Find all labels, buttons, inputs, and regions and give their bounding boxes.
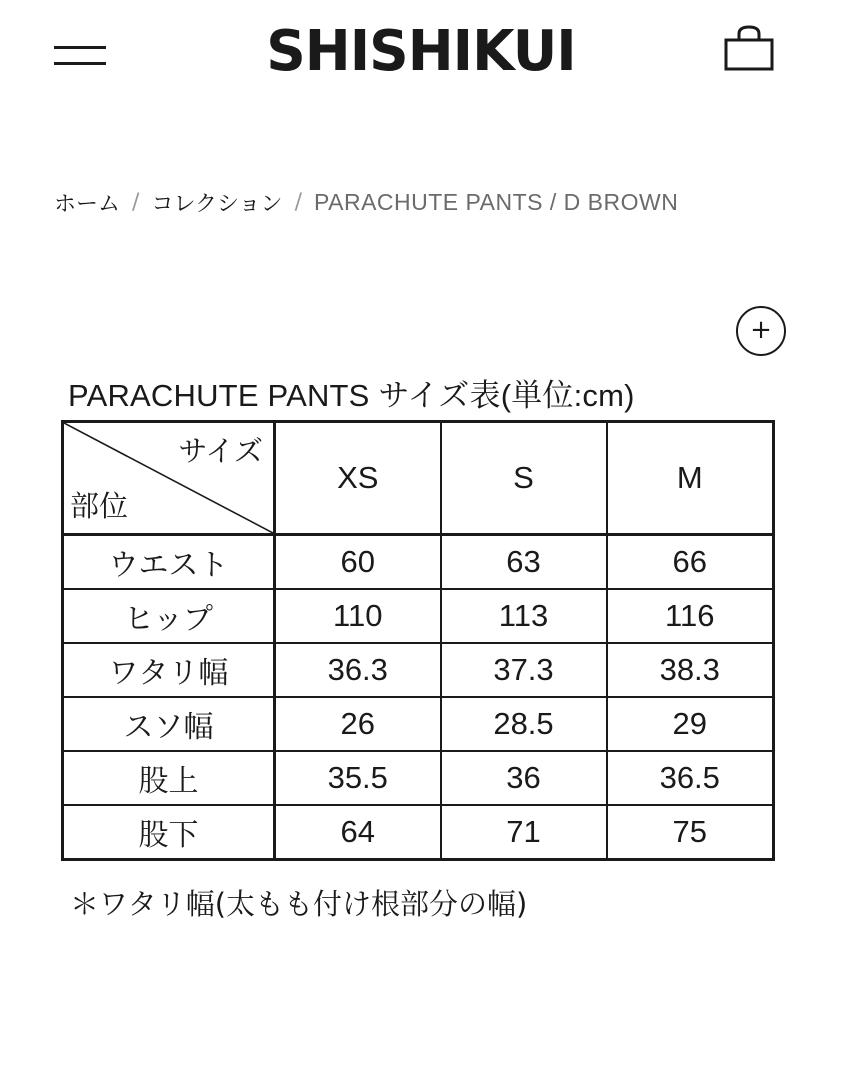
table-cell: 36 (441, 751, 607, 805)
table-cell: 60 (275, 535, 441, 590)
table-cell: 66 (607, 535, 774, 590)
brand-logo[interactable]: SHISHIKUI (266, 19, 576, 84)
size-header-row (63, 422, 774, 535)
table-cell: 36.3 (275, 643, 441, 697)
table-cell: 64 (275, 805, 441, 860)
size-column-header: S (441, 422, 607, 535)
size-column-header: XS (275, 422, 441, 535)
table-row (63, 751, 774, 805)
table-cell: 35.5 (275, 751, 441, 805)
table-cell: 26 (275, 697, 441, 751)
table-row (63, 589, 774, 643)
row-label: スソ幅 (63, 697, 275, 751)
table-cell: 110 (275, 589, 441, 643)
table-cell: 37.3 (441, 643, 607, 697)
corner-label-part: 部位 (70, 489, 129, 523)
table-cell: 71 (441, 805, 607, 860)
corner-label-size: サイズ (178, 434, 263, 468)
table-cell: 116 (607, 589, 774, 643)
row-label: ウエスト (63, 535, 275, 590)
size-chart-title: PARACHUTE PANTS サイズ表(単位:cm) (68, 378, 635, 413)
breadcrumb (54, 184, 678, 220)
breadcrumb-separator: / (132, 189, 140, 215)
table-cell: 28.5 (441, 697, 607, 751)
table-cell: 75 (607, 805, 774, 860)
row-label: ワタリ幅 (63, 643, 275, 697)
corner-header-cell (63, 422, 275, 535)
shopping-bag-icon[interactable] (722, 24, 776, 72)
table-cell: 36.5 (607, 751, 774, 805)
breadcrumb-home-link[interactable]: ホーム (54, 191, 121, 217)
breadcrumb-collection-link[interactable]: コレクション (151, 191, 283, 217)
site-header (0, 0, 842, 110)
size-chart-footnote: ＊ワタリ幅(太もも付け根部分の幅) (70, 887, 528, 921)
row-label: 股下 (63, 805, 275, 860)
table-cell: 113 (441, 589, 607, 643)
table-cell: 63 (441, 535, 607, 590)
zoom-image-button[interactable] (736, 306, 786, 356)
table-cell: 38.3 (607, 643, 774, 697)
breadcrumb-separator: / (294, 189, 302, 215)
size-column-header: M (607, 422, 774, 535)
table-row (63, 643, 774, 697)
breadcrumb-current-page: PARACHUTE PANTS / D BROWN (313, 188, 679, 215)
table-row (63, 535, 774, 590)
row-label: ヒップ (63, 589, 275, 643)
table-cell: 29 (607, 697, 774, 751)
plus-icon: + (750, 315, 772, 345)
table-row (63, 697, 774, 751)
row-label: 股上 (63, 751, 275, 805)
size-chart-table (61, 420, 775, 861)
table-row (63, 805, 774, 860)
